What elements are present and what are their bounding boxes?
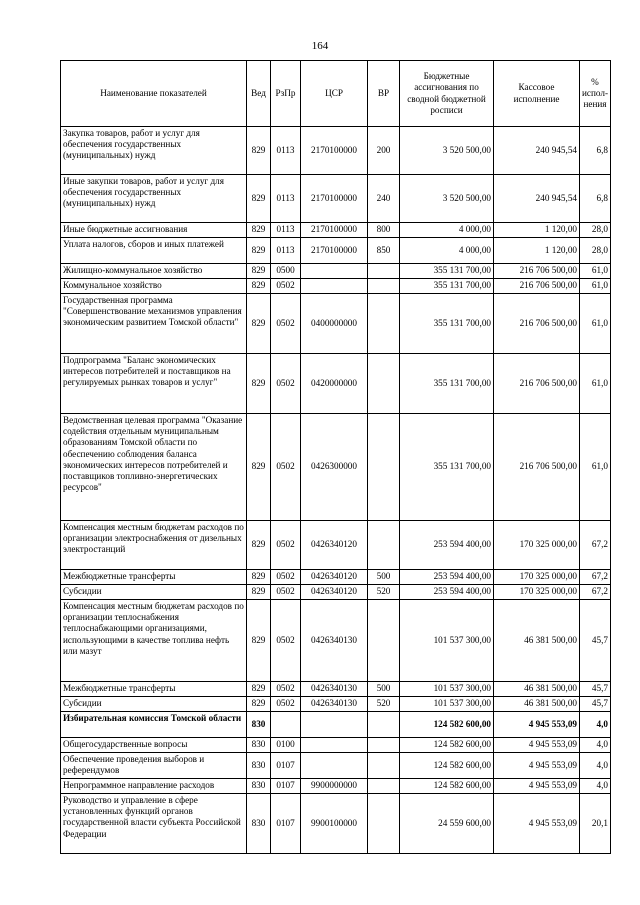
row-name-cell: Непрограммное направление расходов [61,779,247,794]
row-rzpr-cell: 0113 [271,175,301,223]
row-vr-cell: 500 [368,570,400,585]
table-row [61,697,611,712]
table-row [61,585,611,600]
row-ved-cell: 829 [247,294,271,354]
row-execution-cell: 46 381 500,00 [494,600,580,682]
row-csr-cell: 2170100000 [301,223,368,238]
table-row [61,738,611,753]
table-row [61,600,611,682]
row-percent-cell: 6,8 [580,175,611,223]
row-ved-cell: 830 [247,738,271,753]
row-vr-cell [368,354,400,414]
row-name-cell: Уплата налогов, сборов и иных платежей [61,238,247,264]
row-execution-cell: 4 945 553,09 [494,753,580,779]
header-ved: Вед [247,61,271,127]
row-rzpr-cell: 0113 [271,238,301,264]
budget-table [60,60,611,854]
row-ved-cell: 829 [247,127,271,175]
row-rzpr-cell: 0500 [271,264,301,279]
row-percent-cell: 61,0 [580,279,611,294]
row-name-cell: Избирательная комиссия Томской области [61,712,247,738]
row-rzpr-cell: 0113 [271,223,301,238]
table-row [61,175,611,223]
row-ved-cell: 829 [247,238,271,264]
row-budget-cell: 124 582 600,00 [400,779,494,794]
row-budget-cell: 253 594 400,00 [400,570,494,585]
row-name-cell: Иные закупки товаров, работ и услуг для обеспечения государственных (муниципальных) нужд [61,175,247,223]
row-vr-cell [368,794,400,854]
row-execution-cell: 216 706 500,00 [494,354,580,414]
row-csr-cell: 0426340120 [301,570,368,585]
row-execution-cell: 170 325 000,00 [494,585,580,600]
row-vr-cell [368,264,400,279]
table-row [61,279,611,294]
row-percent-cell: 28,0 [580,238,611,264]
header-budget: Бюджетные ассигнования по сводной бюджетной росписи [400,61,494,127]
row-budget-cell: 4 000,00 [400,238,494,264]
row-budget-cell: 124 582 600,00 [400,753,494,779]
row-name-cell: Иные бюджетные ассигнования [61,223,247,238]
row-rzpr-cell: 0107 [271,794,301,854]
row-vr-cell: 520 [368,697,400,712]
row-rzpr-cell: 0107 [271,753,301,779]
table-header-row [61,61,611,127]
table-row [61,712,611,738]
page-number: 164 [311,40,329,52]
row-percent-cell: 61,0 [580,414,611,521]
row-csr-cell: 0400000000 [301,294,368,354]
row-csr-cell: 0426340130 [301,697,368,712]
row-budget-cell: 101 537 300,00 [400,697,494,712]
header-execution: Кассовое исполнение [494,61,580,127]
header-vr: ВР [368,61,400,127]
row-budget-cell: 124 582 600,00 [400,712,494,738]
table-row [61,238,611,264]
row-csr-cell: 9900100000 [301,794,368,854]
row-ved-cell: 829 [247,279,271,294]
row-percent-cell: 61,0 [580,294,611,354]
row-execution-cell: 240 945,54 [494,175,580,223]
row-csr-cell: 2170100000 [301,238,368,264]
row-vr-cell: 500 [368,682,400,697]
row-percent-cell: 28,0 [580,223,611,238]
row-rzpr-cell: 0502 [271,570,301,585]
row-ved-cell: 829 [247,585,271,600]
row-budget-cell: 4 000,00 [400,223,494,238]
row-execution-cell: 4 945 553,09 [494,779,580,794]
row-percent-cell: 4,0 [580,779,611,794]
row-name-cell: Общегосударственные вопросы [61,738,247,753]
row-execution-cell: 4 945 553,09 [494,794,580,854]
row-vr-cell: 200 [368,127,400,175]
row-name-cell: Компенсация местным бюджетам расходов по организации теплоснабжения теплоснабжающими организациями, использующими в качестве топлива нефть или мазут [61,600,247,682]
row-ved-cell: 830 [247,712,271,738]
row-csr-cell: 2170100000 [301,127,368,175]
row-percent-cell: 67,2 [580,521,611,570]
table-row [61,127,611,175]
row-budget-cell: 3 520 500,00 [400,127,494,175]
row-ved-cell: 829 [247,354,271,414]
row-ved-cell: 829 [247,682,271,697]
row-execution-cell: 216 706 500,00 [494,294,580,354]
row-rzpr-cell: 0502 [271,279,301,294]
row-budget-cell: 355 131 700,00 [400,279,494,294]
header-percent: % испол- нения [580,61,611,127]
row-percent-cell: 45,7 [580,600,611,682]
row-name-cell: Компенсация местным бюджетам расходов по организации электроснабжения от дизельных электростанций [61,521,247,570]
row-execution-cell: 1 120,00 [494,223,580,238]
row-execution-cell: 4 945 553,09 [494,712,580,738]
header-name: Наименование показателей [61,61,247,127]
row-execution-cell: 1 120,00 [494,238,580,264]
header-csr: ЦСР [301,61,368,127]
row-vr-cell: 850 [368,238,400,264]
header-rzpr: РзПр [271,61,301,127]
table-row [61,779,611,794]
row-csr-cell: 0426340130 [301,682,368,697]
row-budget-cell: 24 559 600,00 [400,794,494,854]
row-execution-cell: 216 706 500,00 [494,279,580,294]
row-budget-cell: 3 520 500,00 [400,175,494,223]
table-row [61,294,611,354]
row-name-cell: Подпрограмма "Баланс экономических интересов потребителей и поставщиков на регулируемых рынках товаров и услуг" [61,354,247,414]
row-percent-cell: 4,0 [580,738,611,753]
row-name-cell: Государственная программа "Совершенствование механизмов управления экономическим развитием Томской области" [61,294,247,354]
row-execution-cell: 46 381 500,00 [494,697,580,712]
row-percent-cell: 67,2 [580,570,611,585]
row-ved-cell: 830 [247,753,271,779]
row-rzpr-cell: 0502 [271,585,301,600]
row-execution-cell: 170 325 000,00 [494,521,580,570]
row-name-cell: Закупка товаров, работ и услуг для обеспечения государственных (муниципальных) нужд [61,127,247,175]
row-budget-cell: 355 131 700,00 [400,354,494,414]
row-csr-cell [301,712,368,738]
row-csr-cell [301,279,368,294]
row-csr-cell: 0420000000 [301,354,368,414]
row-name-cell: Межбюджетные трансферты [61,570,247,585]
table-row [61,682,611,697]
row-csr-cell: 0426340120 [301,521,368,570]
table-body [61,127,611,854]
row-rzpr-cell: 0502 [271,682,301,697]
row-name-cell: Ведомственная целевая программа "Оказание содействия отдельным муниципальным образованиям Томской области по обеспечению соблюдения баланса экономических интересов потребителей и поставщиков топливно-энергетических ресурсов" [61,414,247,521]
row-csr-cell [301,738,368,753]
row-csr-cell: 2170100000 [301,175,368,223]
row-budget-cell: 101 537 300,00 [400,600,494,682]
row-execution-cell: 4 945 553,09 [494,738,580,753]
row-ved-cell: 829 [247,175,271,223]
row-csr-cell [301,753,368,779]
row-csr-cell: 0426340120 [301,585,368,600]
row-rzpr-cell: 0502 [271,354,301,414]
row-name-cell: Жилищно-коммунальное хозяйство [61,264,247,279]
row-name-cell: Межбюджетные трансферты [61,682,247,697]
row-vr-cell [368,753,400,779]
row-percent-cell: 61,0 [580,264,611,279]
row-vr-cell: 520 [368,585,400,600]
row-name-cell: Обеспечение проведения выборов и референдумов [61,753,247,779]
row-percent-cell: 20,1 [580,794,611,854]
row-name-cell: Субсидии [61,585,247,600]
row-budget-cell: 124 582 600,00 [400,738,494,753]
row-percent-cell: 45,7 [580,682,611,697]
row-vr-cell [368,414,400,521]
row-name-cell: Коммунальное хозяйство [61,279,247,294]
row-execution-cell: 46 381 500,00 [494,682,580,697]
row-ved-cell: 829 [247,697,271,712]
row-vr-cell: 800 [368,223,400,238]
row-rzpr-cell [271,712,301,738]
row-execution-cell: 170 325 000,00 [494,570,580,585]
table-row [61,223,611,238]
table-row [61,414,611,521]
row-vr-cell: 240 [368,175,400,223]
table-row [61,521,611,570]
row-vr-cell [368,712,400,738]
row-rzpr-cell: 0107 [271,779,301,794]
row-rzpr-cell: 0502 [271,414,301,521]
table-row [61,794,611,854]
row-rzpr-cell: 0113 [271,127,301,175]
row-percent-cell: 6,8 [580,127,611,175]
row-ved-cell: 829 [247,414,271,521]
row-percent-cell: 45,7 [580,697,611,712]
row-csr-cell: 9900000000 [301,779,368,794]
row-budget-cell: 253 594 400,00 [400,521,494,570]
table-row [61,570,611,585]
row-name-cell: Руководство и управление в сфере установленных функций органов государственной власти субъекта Российской Федерации [61,794,247,854]
row-ved-cell: 829 [247,223,271,238]
row-percent-cell: 67,2 [580,585,611,600]
row-budget-cell: 355 131 700,00 [400,264,494,279]
row-name-cell: Субсидии [61,697,247,712]
row-ved-cell: 830 [247,794,271,854]
row-budget-cell: 253 594 400,00 [400,585,494,600]
row-vr-cell [368,738,400,753]
row-execution-cell: 216 706 500,00 [494,414,580,521]
row-ved-cell: 829 [247,264,271,279]
row-vr-cell [368,279,400,294]
row-vr-cell [368,294,400,354]
row-csr-cell: 0426300000 [301,414,368,521]
row-rzpr-cell: 0502 [271,697,301,712]
row-budget-cell: 101 537 300,00 [400,682,494,697]
row-csr-cell: 0426340130 [301,600,368,682]
row-csr-cell [301,264,368,279]
row-percent-cell: 4,0 [580,712,611,738]
table-row [61,354,611,414]
row-percent-cell: 4,0 [580,753,611,779]
row-vr-cell [368,521,400,570]
row-rzpr-cell: 0502 [271,600,301,682]
row-ved-cell: 829 [247,570,271,585]
row-rzpr-cell: 0100 [271,738,301,753]
row-execution-cell: 216 706 500,00 [494,264,580,279]
row-vr-cell [368,779,400,794]
row-ved-cell: 829 [247,600,271,682]
row-percent-cell: 61,0 [580,354,611,414]
table-row [61,753,611,779]
table-row [61,264,611,279]
row-execution-cell: 240 945,54 [494,127,580,175]
row-ved-cell: 830 [247,779,271,794]
row-budget-cell: 355 131 700,00 [400,414,494,521]
row-budget-cell: 355 131 700,00 [400,294,494,354]
row-rzpr-cell: 0502 [271,521,301,570]
row-vr-cell [368,600,400,682]
row-rzpr-cell: 0502 [271,294,301,354]
row-ved-cell: 829 [247,521,271,570]
